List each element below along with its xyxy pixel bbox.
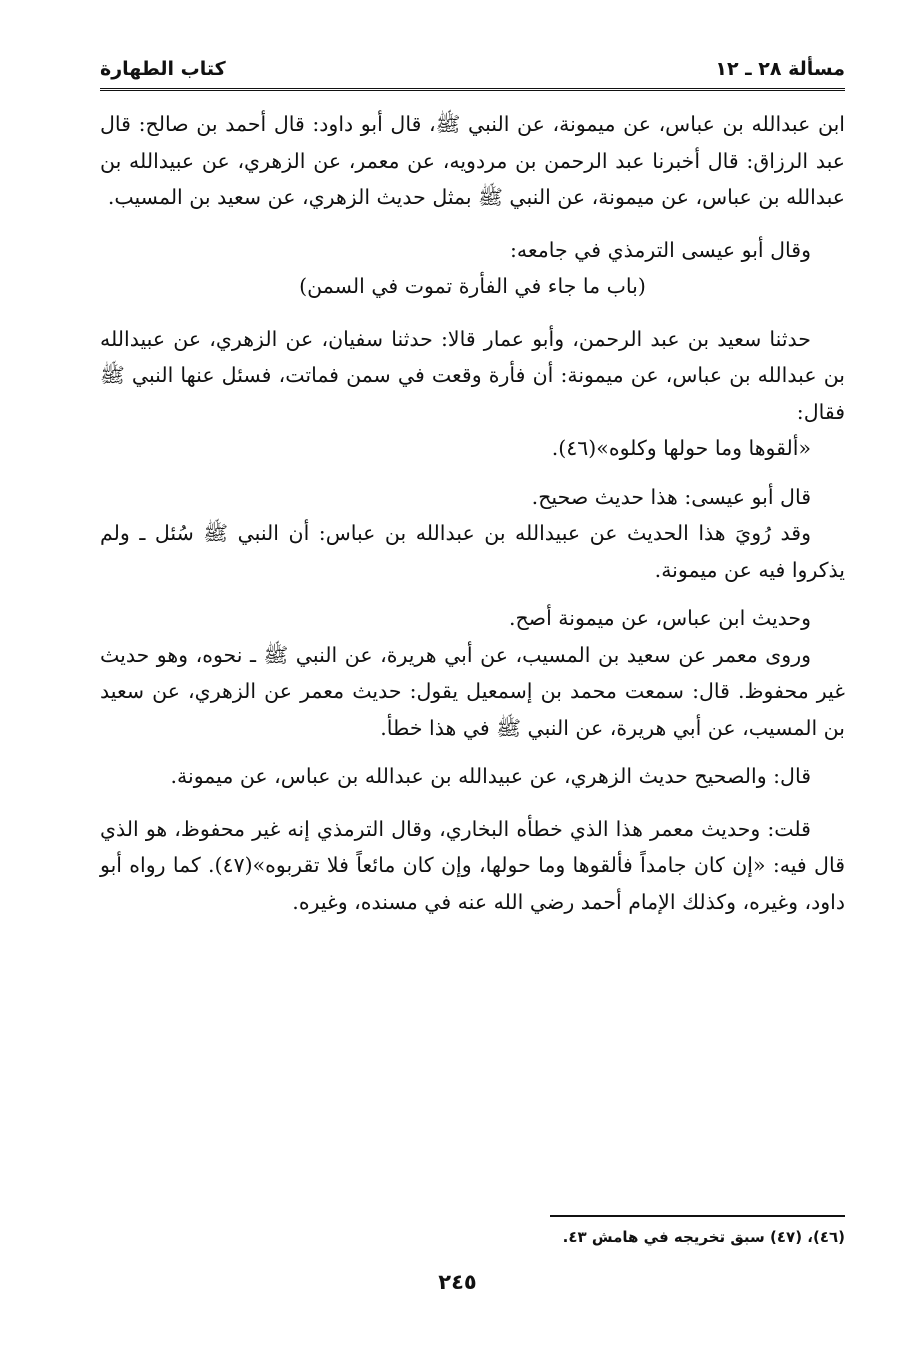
paragraph: وقال أبو عيسى الترمذي في جامعه: [509,237,811,262]
paragraph: وروى معمر عن سعيد بن المسيب، عن أبي هريرة، عن النبي ﷺ ـ نحوه، وهو حديث غير محفوظ. قال: سمعت محمد بن إسمعيل يقول: حديث معمر عن الزهري، عن سعيد بن المسيب، عن أبي هريرة، عن النبي ﷺ في هذا خطأ. [100,642,845,740]
footnote-divider [550,1215,845,1217]
main-text [100,106,845,920]
chapter-heading: (باب ما جاء في الفأرة تموت في السمن) [299,274,646,298]
paragraph: قال أبو عيسى: هذا حديث صحيح. [531,484,811,509]
paragraph: ابن عبدالله بن عباس، عن ميمونة، عن النبي ﷺ، قال أبو داود: قال أحمد بن صالح: قال عبد الرزاق: قال أخبرنا عبد الرحمن بن مردويه، عن معمر، عن الزهري، عن عبيدالله بن عبدالله بن عباس، عن ميمونة، عن النبي ﷺ بمثل حديث الزهري، عن سعيد بن المسيب. [100,112,845,209]
paragraph: وحديث ابن عباس، عن ميمونة أصح. [508,606,811,630]
book-title: كتاب الطهارة [100,58,226,80]
hadith-quote: «ألقوها وما حولها وكلوه»(٤٦). [551,436,811,460]
paragraph: وقد رُويَ هذا الحديث عن عبيدالله بن عبدالله بن عباس: أن النبي ﷺ سُئل ـ ولم يذكروا فيه عن ميمونة. [100,521,845,582]
page-number: ٢٤٥ [438,1270,477,1294]
paragraph: حدثنا سعيد بن عبد الرحمن، وأبو عمار قالا: حدثنا سفيان، عن الزهري، عن عبيدالله بن عبدالله بن عباس، عن ميمونة: أن فأرة وقعت في سمن فماتت، فسئل عنها النبي ﷺ فقال: [100,326,845,424]
header-divider [100,88,845,91]
paragraph: قال: والصحيح حديث الزهري، عن عبيدالله بن عبدالله بن عباس، عن ميمونة. [170,764,811,788]
footnote: (٤٦)، (٤٧) سبق تخريجه في هامش ٤٣. [562,1228,845,1246]
paragraph: قلت: وحديث معمر هذا الذي خطأه البخاري، وقال الترمذي إنه غير محفوظ، هو الذي قال فيه: «إن كان جامداً فألقوها وما حولها، وإن كان مائعاً فلا تقربوه»(٤٧). كما رواه أبو داود، وغيره، وكذلك الإمام أحمد رضي الله عنه في مسنده، وغيره. [100,816,845,914]
running-header [100,40,845,80]
section-reference: مسألة ٢٨ ـ ١٢ [715,58,845,80]
